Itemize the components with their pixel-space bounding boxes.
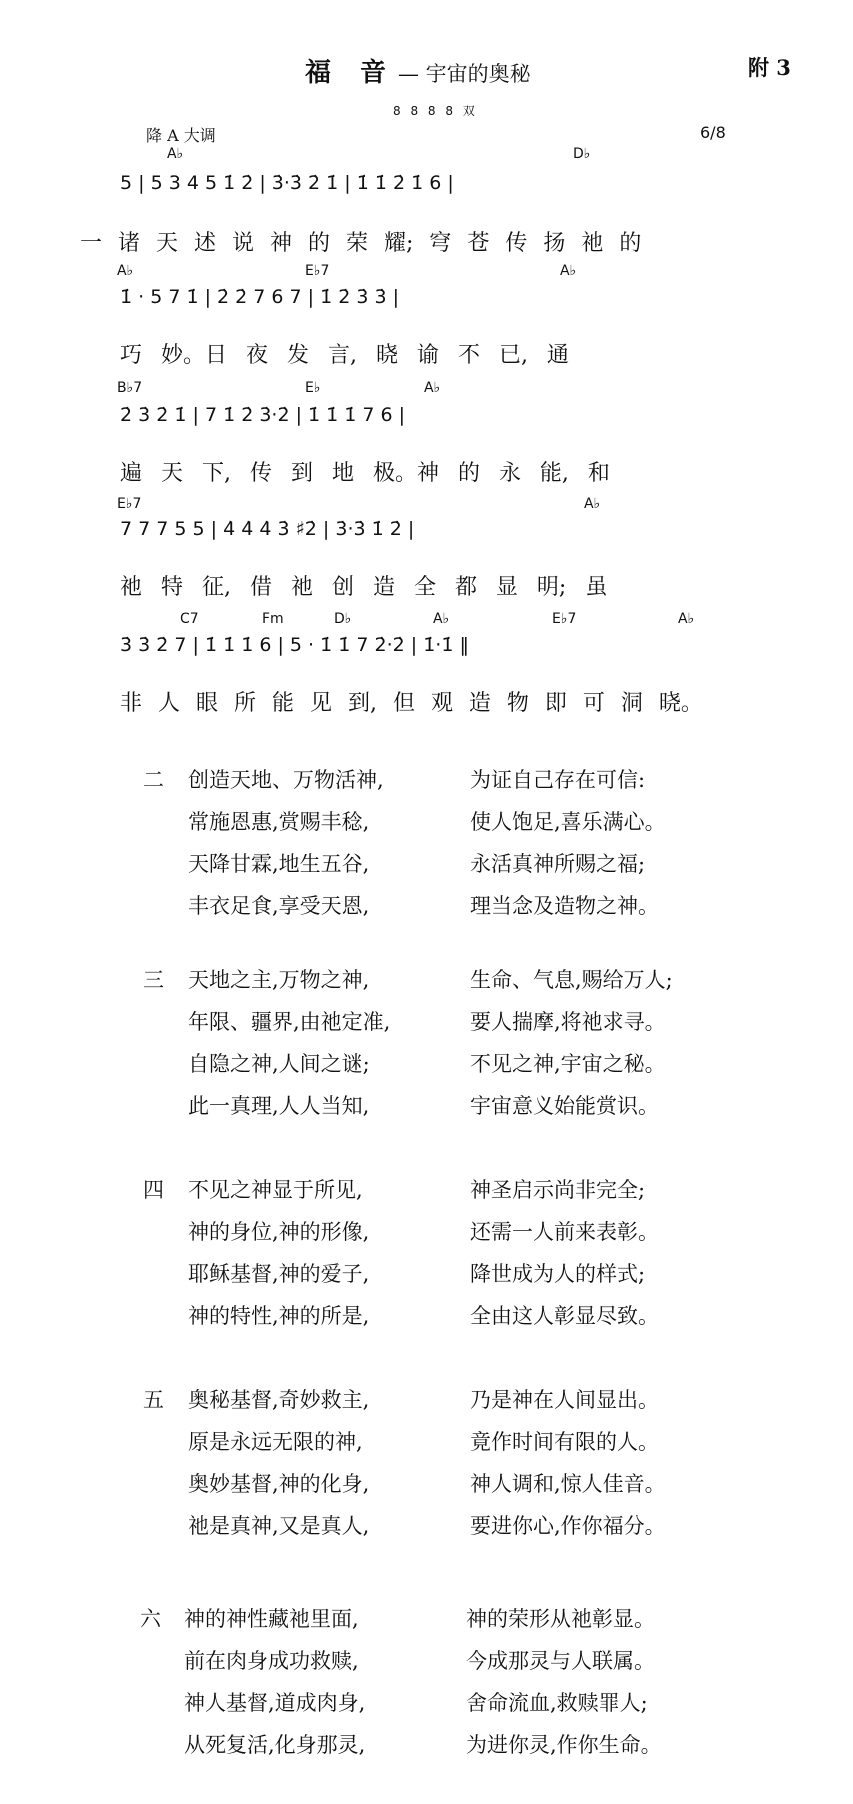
verse-line-first-half: 奥秘基督,奇妙救主, <box>188 1388 370 1412</box>
verse-number: 四 <box>143 1178 164 1202</box>
verse-line-first-half: 耶稣基督,神的爱子, <box>188 1262 370 1286</box>
lyric-line: 巧 妙。日 夜 发 言, 晓 谕 不 已, 通 <box>120 343 569 368</box>
verse-line-first-half: 原是永远无限的神, <box>188 1430 363 1454</box>
chord-label: B♭7 <box>117 380 143 396</box>
verse-line-second-half: 神圣启示尚非完全; <box>470 1178 646 1202</box>
chord-label: A♭ <box>560 263 577 279</box>
verse-line-first-half: 不见之神显于所见, <box>188 1178 363 1202</box>
verse-line-first-half: 创造天地、万物活神, <box>188 768 384 792</box>
notation-line: 5 | 5 3 4 5 1̇ 2̇ | 3̇·3̇ 2̇ 1̇ | 1̇ 1̇ 2̇ 1̇ 6 | <box>120 172 454 194</box>
verse-line-first-half: 常施恩惠,赏赐丰稔, <box>188 810 370 834</box>
verse-line-second-half: 舍命流血,救赎罪人; <box>466 1691 648 1715</box>
verse-line-second-half: 竟作时间有限的人。 <box>470 1430 659 1454</box>
chord-label: E♭7 <box>305 263 330 279</box>
key-signature: 降 A 大调 <box>146 126 216 145</box>
verse-line-second-half: 今成那灵与人联属。 <box>466 1649 655 1673</box>
verse-line-second-half: 要人揣摩,将祂求寻。 <box>470 1010 666 1034</box>
chord-label: Fm <box>262 611 284 627</box>
verse-line-first-half: 从死复活,化身那灵, <box>184 1733 366 1757</box>
notation-line: 3̇ 3̇ 2̇ 7 | 1̇ 1̇ 1̇ 6 | 5 · 1̇ 1̇ 7 2̇·2̇ | 1̇·1̇ ‖ <box>120 634 469 656</box>
verse-line-second-half: 生命、气息,赐给万人; <box>470 968 673 992</box>
verse-line-second-half: 永活真神所赐之福; <box>470 852 646 876</box>
verse-line-first-half: 丰衣足食,享受天恩, <box>188 894 370 918</box>
verse-line-first-half: 神的神性藏祂里面, <box>184 1607 359 1631</box>
chord-label: E♭7 <box>117 496 142 512</box>
verse-line-second-half: 使人饱足,喜乐满心。 <box>470 810 666 834</box>
verse-number: 三 <box>143 968 164 992</box>
chord-label: E♭7 <box>552 611 577 627</box>
verse-line-first-half: 祂是真神,又是真人, <box>188 1514 370 1538</box>
verse-line-second-half: 神人调和,惊人佳音。 <box>470 1472 666 1496</box>
notation-line: 7 7 7 5 5 | 4̇ 4̇ 4̇ 3̇ ♯2̇ | 3̇·3̇ 1̇ 2̇ | <box>120 518 415 540</box>
chord-label: A♭ <box>678 611 695 627</box>
verse-line-second-half: 不见之神,宇宙之秘。 <box>470 1052 666 1076</box>
notation-line: 1̇ · 5 7 1̇ | 2̇ 2̇ 7 6 7 | 1̇ 2̇ 3̇ 3̇ | <box>120 286 400 308</box>
chord-label: C7 <box>180 611 199 627</box>
chord-label: D♭ <box>334 611 352 627</box>
verse-line-first-half: 前在肉身成功救赎, <box>184 1649 359 1673</box>
chord-label: D♭ <box>573 146 591 162</box>
verse-line-second-half: 乃是神在人间显出。 <box>470 1388 659 1412</box>
verse-line-first-half: 天地之主,万物之神, <box>188 968 370 992</box>
notation-line: 2̇ 3̇ 2̇ 1̇ | 7 1̇ 2̇ 3̇·2̇ | 1̇ 1̇ 1̇ 7 6 | <box>120 404 406 426</box>
chord-label: E♭ <box>305 380 321 396</box>
verse-line-second-half: 全由这人彰显尽致。 <box>470 1304 659 1328</box>
verse-line-second-half: 降世成为人的样式; <box>470 1262 646 1286</box>
verse-line-first-half: 年限、疆界,由祂定准, <box>188 1010 391 1034</box>
lyric-line: 非 人 眼 所 能 见 到, 但 观 造 物 即 可 洞 晓。 <box>120 691 703 716</box>
verse-number: 二 <box>143 768 164 792</box>
verse-number: 五 <box>143 1388 164 1412</box>
verse-line-second-half: 宇宙意义始能赏识。 <box>470 1094 659 1118</box>
verse-line-second-half: 为进你灵,作你生命。 <box>466 1733 662 1757</box>
verse-line-second-half: 还需一人前来表彰。 <box>470 1220 659 1244</box>
lyric-line: 一 诸 天 述 说 神 的 荣 耀; 穹 苍 传 扬 祂 的 <box>80 231 642 256</box>
verse-line-first-half: 天降甘霖,地生五谷, <box>188 852 370 876</box>
chord-label: A♭ <box>167 146 184 162</box>
meter-label: 8 8 8 8 双 <box>393 104 478 118</box>
chord-label: A♭ <box>584 496 601 512</box>
verse-line-first-half: 自隐之神,人间之谜; <box>188 1052 370 1076</box>
chord-label: A♭ <box>117 263 134 279</box>
lyric-line: 祂 特 征, 借 祂 创 造 全 都 显 明; 虽 <box>120 575 608 600</box>
verse-number: 六 <box>140 1607 161 1631</box>
verse-line-first-half: 神人基督,道成肉身, <box>184 1691 366 1715</box>
verse-line-first-half: 此一真理,人人当知, <box>188 1094 370 1118</box>
verse-line-first-half: 神的特性,神的所是, <box>188 1304 370 1328</box>
verse-line-second-half: 为证自己存在可信: <box>470 768 646 792</box>
appendix-label: 附 3 <box>748 55 791 80</box>
verse-line-first-half: 奥妙基督,神的化身, <box>188 1472 370 1496</box>
chord-label: A♭ <box>424 380 441 396</box>
verse-line-first-half: 神的身位,神的形像, <box>188 1220 370 1244</box>
verse-line-second-half: 神的荣形从祂彰显。 <box>466 1607 655 1631</box>
lyric-line: 遍 天 下, 传 到 地 极。神 的 永 能, 和 <box>120 461 610 486</box>
verse-line-second-half: 要进你心,作你福分。 <box>470 1514 666 1538</box>
time-signature: 6/8 <box>700 123 726 142</box>
chord-label: A♭ <box>433 611 450 627</box>
hymn-title: 福 音 <box>305 58 397 88</box>
hymn-subtitle: — 宇宙的奥秘 <box>398 62 531 86</box>
verse-line-second-half: 理当念及造物之神。 <box>470 894 659 918</box>
